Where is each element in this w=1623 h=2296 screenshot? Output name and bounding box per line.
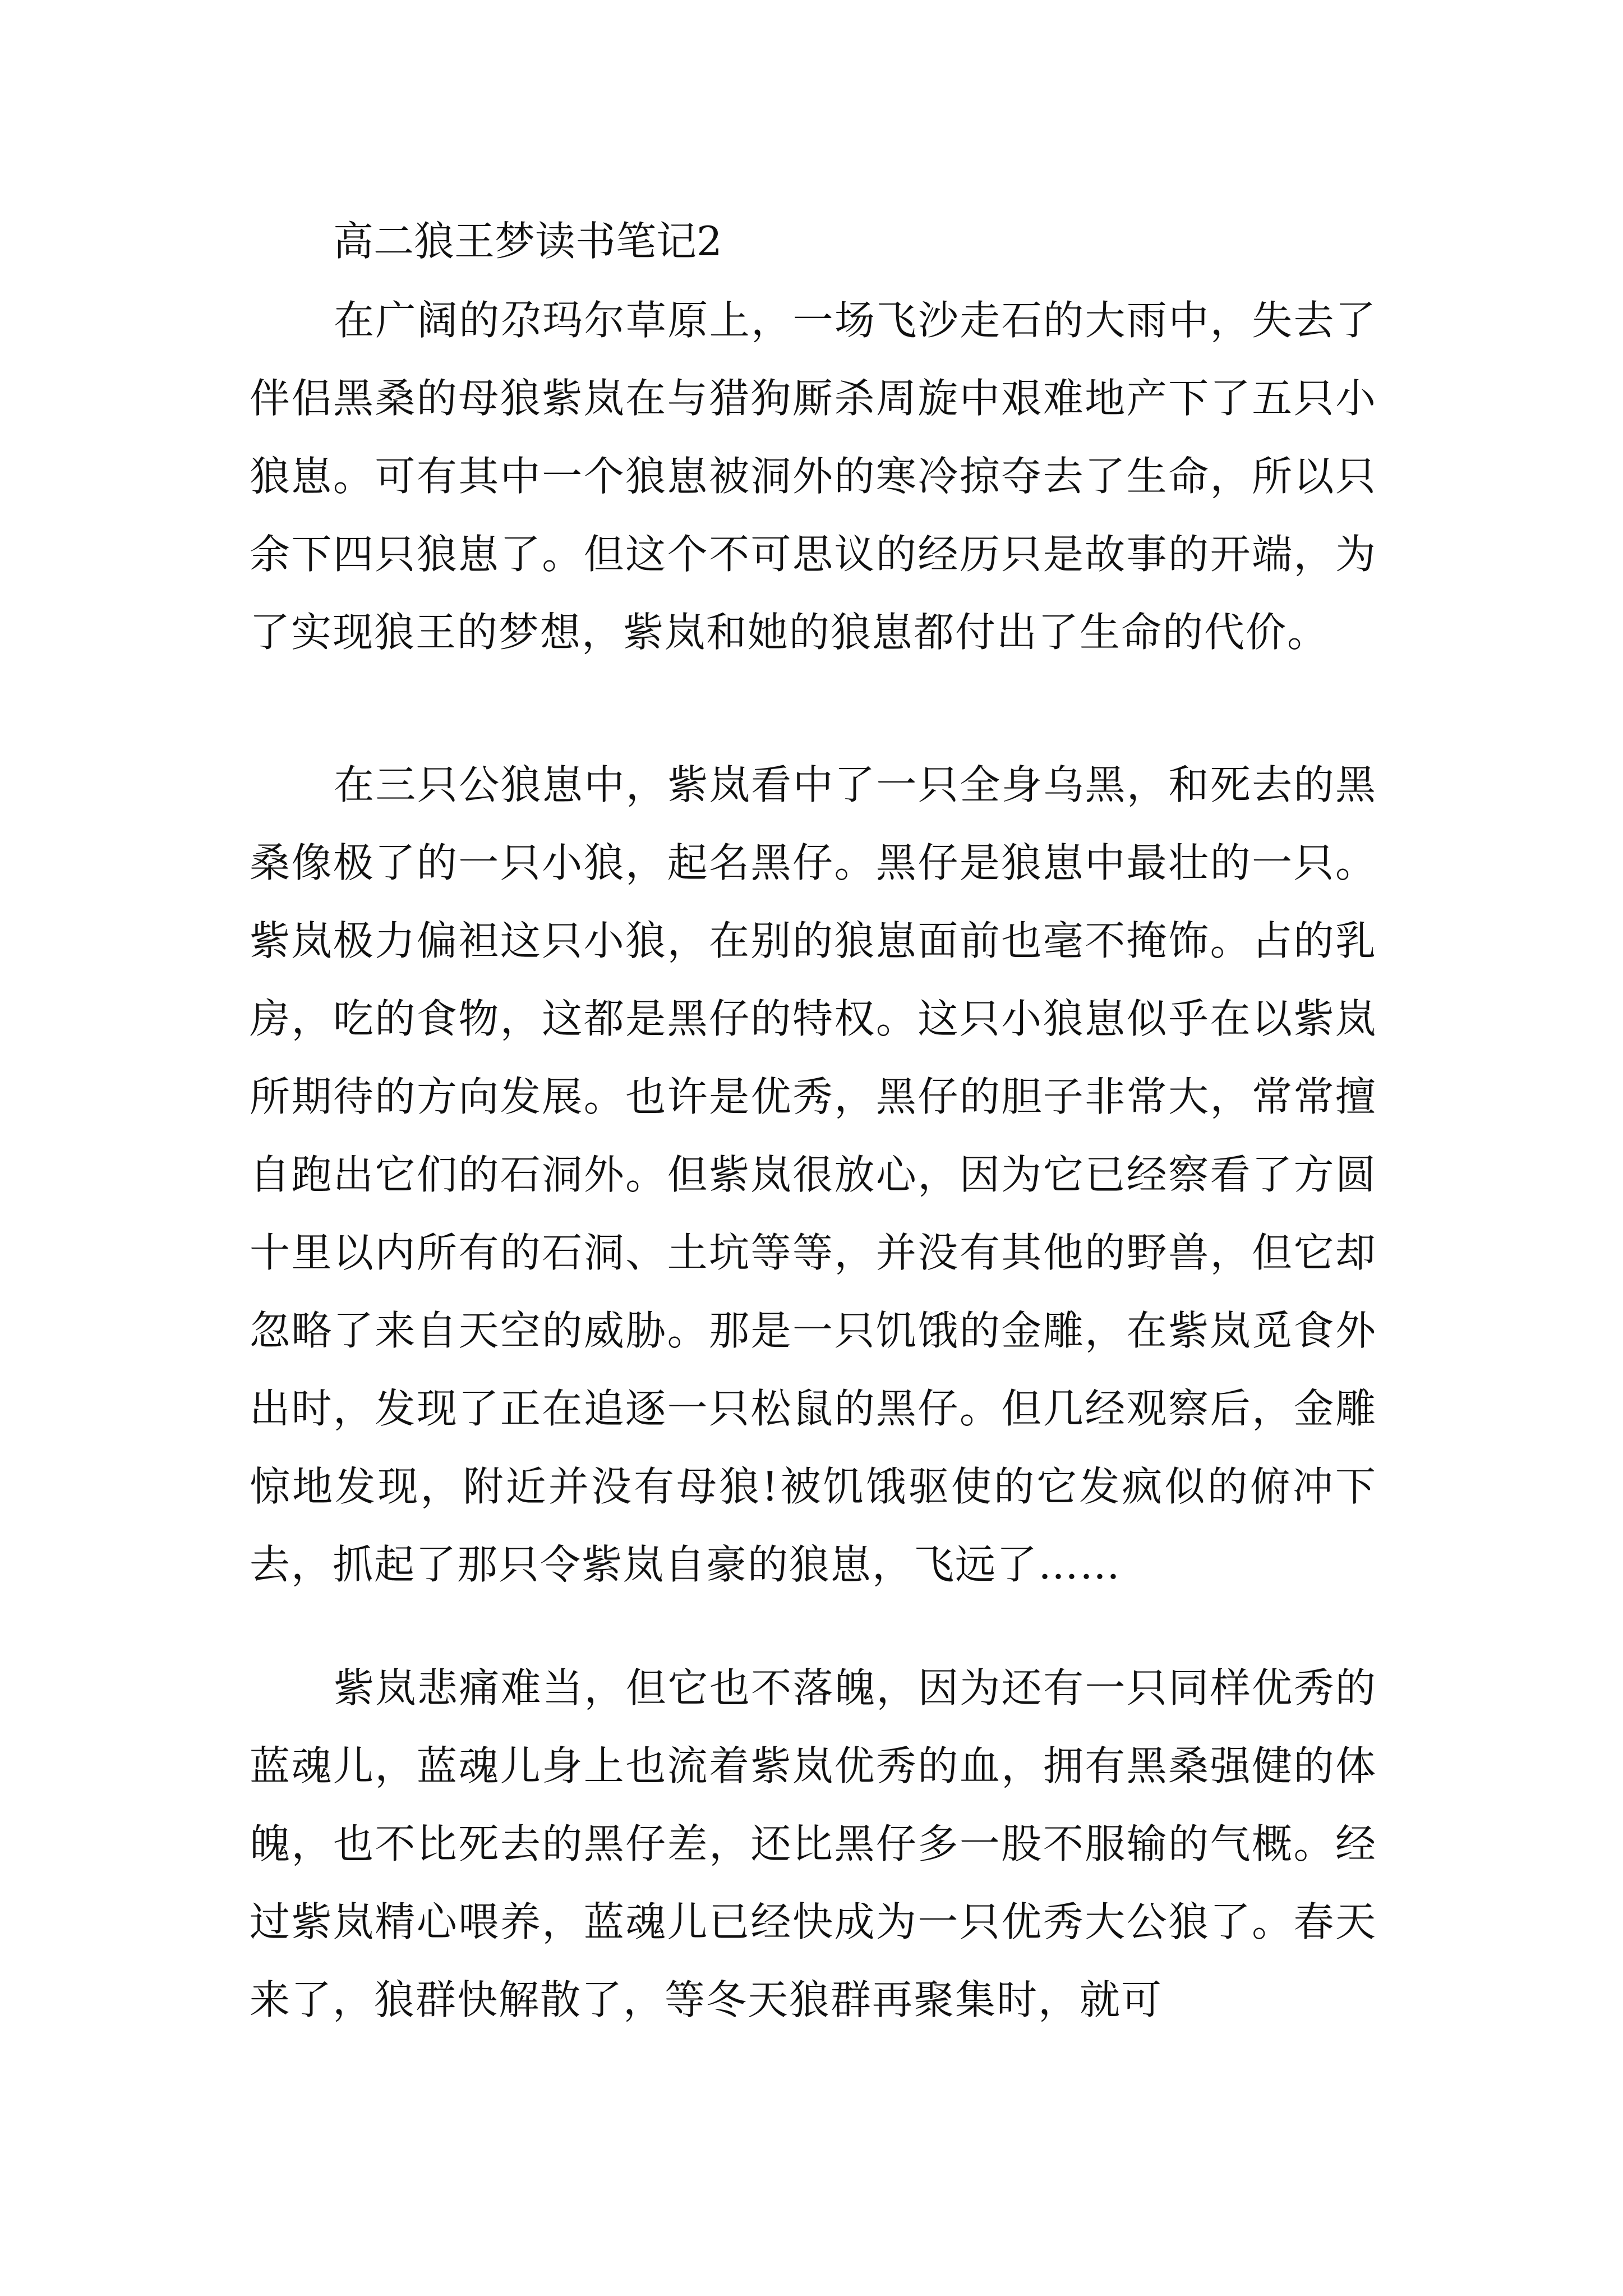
paragraph-3: 紫岚悲痛难当，但它也不落魄，因为还有一只同样优秀的蓝魂儿，蓝魂儿身上也流着紫岚优秀的血，拥有黑桑强健的体魄，也不比死去的黑仔差，还比黑仔多一股不服输的气概。经过紫岚精心喂养，蓝魂儿已经快成为一只优秀大公狼了。春天来了，狼群快解散了，等冬天狼群再聚集时，就可 bbox=[250, 1664, 1377, 2023]
paragraph-1: 在广阔的尕玛尔草原上，一场飞沙走石的大雨中，失去了伴侣黑桑的母狼紫岚在与猎狗厮杀周旋中艰难地产下了五只小狼崽。可有其中一个狼崽被洞外的寒冷掠夺去了生命，所以只余下四只狼崽了。但这个不可思议的经历只是故事的开端，为了实现狼王的梦想，紫岚和她的狼崽都付出了生命的代价。 bbox=[250, 297, 1377, 656]
document-title: 高二狼王梦读书笔记2 bbox=[333, 218, 722, 265]
paragraph-2: 在三只公狼崽中，紫岚看中了一只全身乌黑，和死去的黑桑像极了的一只小狼，起名黑仔。黑仔是狼崽中最壮的一只。紫岚极力偏袒这只小狼，在别的狼崽面前也毫不掩饰。占的乳房，吃的食物，这都是黑仔的特权。这只小狼崽似乎在以紫岚所期待的方向发展。也许是优秀，黑仔的胆子非常大，常常擅自跑出它们的石洞外。但紫岚很放心，因为它已经察看了方圆十里以内所有的石洞、土坑等等，并没有其他的野兽，但它却忽略了来自天空的威胁。那是一只饥饿的金雕，在紫岚觅食外出时，发现了正在追逐一只松鼠的黑仔。但几经观察后，金雕惊地发现，附近并没有母狼!被饥饿驱使的它发疯似的俯冲下去，抓起了那只令紫岚自豪的狼崽，飞远了…… bbox=[250, 761, 1377, 1588]
